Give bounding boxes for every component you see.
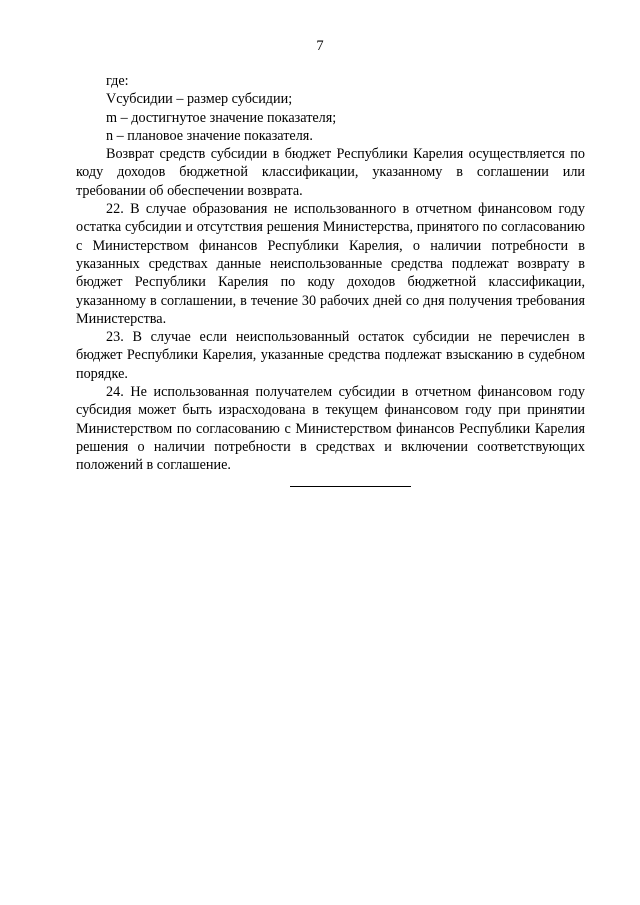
paragraph-m-definition: m – достигнутое значение показателя; <box>106 109 337 126</box>
page-number: 7 <box>316 38 324 54</box>
document-body <box>76 72 585 475</box>
end-of-document-divider <box>290 486 411 487</box>
paragraph-refund-procedure: Возврат средств субсидии в бюджет Республики Карелия осуществляется по коду доходов бюджетной классификации, указанному в соглашении или требовании об обеспечении возврата. <box>76 146 585 199</box>
paragraph-where: где: <box>106 73 129 89</box>
paragraph-n-definition: n – плановое значение показателя. <box>106 127 313 144</box>
paragraph-clause-24: 24. Не использованная получателем субсидии в отчетном финансовом году субсидия может быть израсходована в текущем финансовом году при принятии Министерством по согласованию с Министерством финансов Республики Карелия решения о наличии потребности в средствах и включении соответствующих положений в соглашение. <box>76 384 585 474</box>
paragraph-clause-23: 23. В случае если неиспользованный остаток субсидии не перечислен в бюджет Республики Карелия, указанные средства подлежат взысканию в судебном порядке. <box>76 329 585 382</box>
paragraph-v-subsidy-definition: Vсубсидии – размер субсидии; <box>106 91 293 108</box>
paragraph-clause-22: 22. В случае образования не использованного в отчетном финансовом году остатка субсидии и отсутствия решения Министерства, принятого по согласованию с Министерством финансов Республики Карелия, о наличии потребности в указанных средствах данные неиспользованные средства подлежат возврату в бюджет Республики Карелия по коду доходов бюджетной классификации, указанному в соглашении, в течение 30 рабочих дней со дня получения требования Министерства. <box>76 201 585 327</box>
